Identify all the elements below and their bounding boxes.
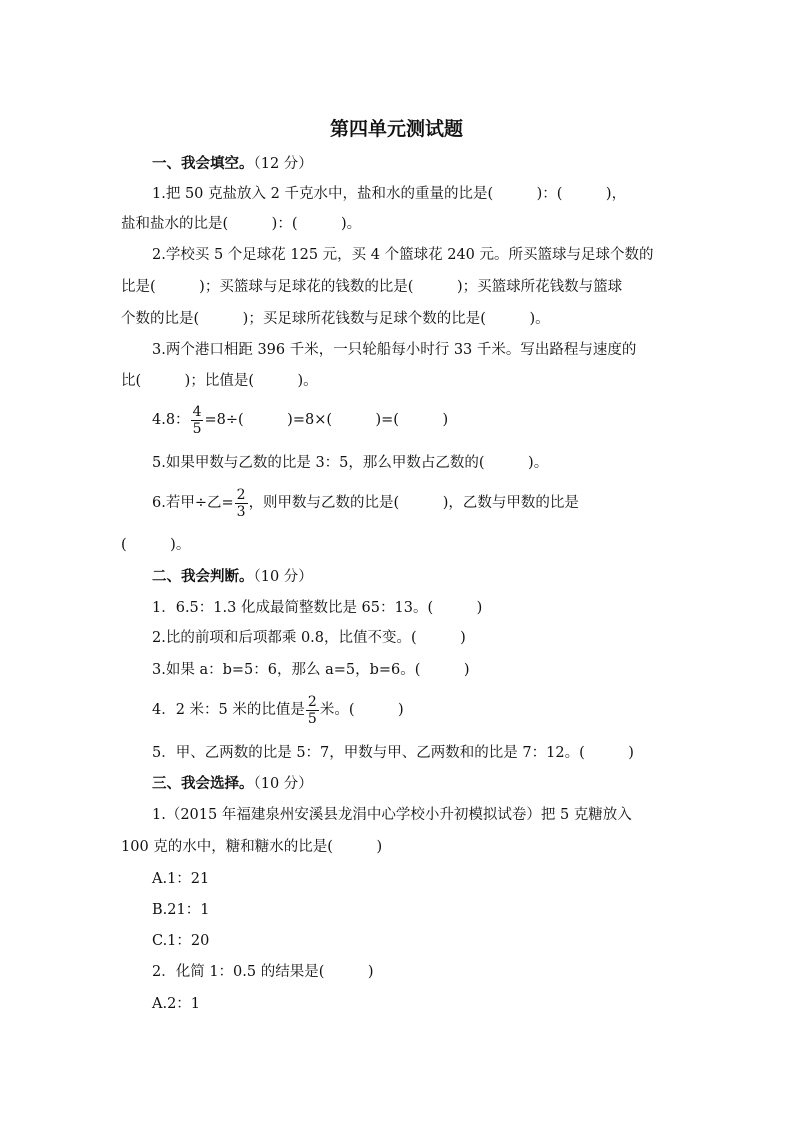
section-score: （10 分） xyxy=(253,776,313,792)
fraction-numerator: 2 xyxy=(236,486,246,503)
choice-option: C.1：20 xyxy=(152,933,210,949)
fraction-numerator: 2 xyxy=(307,693,317,710)
question-text: 米。( ) xyxy=(319,702,404,718)
question-line: 2.比的前项和后项都乘 0.8，比值不变。( ) xyxy=(152,630,466,646)
section-title: 一、我会填空。 xyxy=(152,156,254,172)
question-text: 4．2 米：5 米的比值是 xyxy=(152,702,305,718)
section-title: 三、我会选择。 xyxy=(152,776,254,792)
question-line xyxy=(152,400,448,440)
question-line: 个数的比是( )；买足球所花钱数与足球个数的比是( )。 xyxy=(121,311,550,327)
question-line: 盐和盐水的比是( )：( )。 xyxy=(121,216,362,232)
section-heading xyxy=(152,154,313,174)
fraction xyxy=(235,487,248,520)
question-line: 2.学校买 5 个足球花 125 元，买 4 个篮球花 240 元。所买篮球与足球个数的 xyxy=(152,247,654,263)
section-title: 二、我会判断。 xyxy=(152,569,254,585)
question-line: 2．化简 1：0.5 的结果是( ) xyxy=(152,964,374,980)
question-text: 4.8： xyxy=(152,412,190,428)
fraction-denominator: 5 xyxy=(192,420,202,437)
section-score: （12 分） xyxy=(253,156,313,172)
question-line: 5.如果甲数与乙数的比是 3：5，那么甲数占乙数的( )。 xyxy=(152,455,549,471)
fraction-denominator: 5 xyxy=(307,710,317,727)
question-text: 6.若甲÷乙= xyxy=(152,495,234,511)
section-score: （10 分） xyxy=(253,569,313,585)
fraction-numerator: 4 xyxy=(192,403,202,420)
page-title: 第四单元测试题 xyxy=(329,118,463,140)
section-heading xyxy=(152,774,313,794)
question-text: ，则甲数与乙数的比是( )，乙数与甲数的比是 xyxy=(248,495,579,511)
fraction-denominator: 3 xyxy=(236,503,246,520)
choice-option: A.2：1 xyxy=(152,996,201,1012)
question-text: =8÷( )=8×( )=( ) xyxy=(204,412,449,428)
question-line: 1.（2015 年福建泉州安溪县龙涓中心学校小升初模拟试卷）把 5 克糖放入 xyxy=(152,807,632,823)
question-line: 3.如果 a：b=5：6，那么 a=5，b=6。( ) xyxy=(152,662,470,678)
choice-option: B.21：1 xyxy=(152,902,210,918)
question-line: 5．甲、乙两数的比是 5：7，甲数与甲、乙两数和的比是 7：12。( ) xyxy=(152,745,634,761)
question-line: ( )。 xyxy=(121,537,191,553)
question-line: 1.把 50 克盐放入 2 千克水中，盐和水的重量的比是( )：( )， xyxy=(152,186,627,202)
question-line: 比( )；比值是( )。 xyxy=(121,373,318,389)
question-line xyxy=(152,690,404,730)
section-heading xyxy=(152,567,313,587)
question-line: 1．6.5：1.3 化成最简整数比是 65：13。( ) xyxy=(152,600,483,616)
question-line: 3.两个港口相距 396 千米，一只轮船每小时行 33 千米。写出路程与速度的 xyxy=(152,342,637,358)
fraction xyxy=(306,694,319,727)
question-line: 比是( )；买篮球与足球花的钱数的比是( )；买篮球所花钱数与篮球 xyxy=(121,279,623,295)
choice-option: A.1：21 xyxy=(152,871,210,887)
question-line: 100 克的水中，糖和糖水的比是( ) xyxy=(121,839,383,855)
question-line xyxy=(152,483,579,523)
fraction xyxy=(191,404,204,437)
